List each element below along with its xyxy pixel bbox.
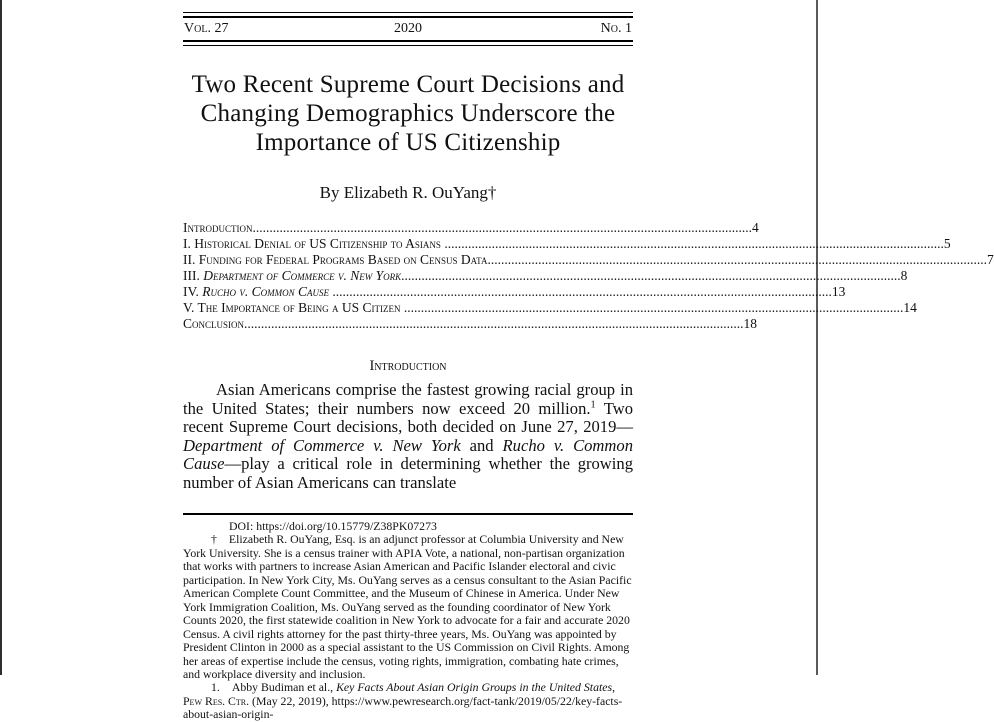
year-label: 2020 <box>394 21 422 36</box>
article-byline: By Elizabeth R. OuYang† <box>319 183 497 202</box>
toc-entry[interactable] <box>183 268 908 284</box>
page-content <box>183 0 994 722</box>
table-of-contents <box>183 220 994 332</box>
toc-entry-label: Introduction <box>183 220 253 235</box>
toc-entry[interactable] <box>183 236 951 252</box>
footnote-1-marker: 1. <box>211 680 220 695</box>
toc-page-number: 18 <box>743 316 758 331</box>
author-footnote-text: Elizabeth R. OuYang, Esq. is an adjunct professor at Columbia University and New York University. She is a census trainer with APIA Vote, a national, non-partisan organization that works with partners to increase Asian American and Pacific Islander electoral and civic participation. In New York City, Ms. OuYang serves as a census consultant to the Asian Pacific American Complete Count Committee, and the Museum of Chinese in America. Under New York Immigration Coalition, Ms. OuYang served as the founding coordinator of New York Counts 2020, the first statewide coalition in New York to advocate for a fair and accurate 2020 Census. A civil rights attorney for the past thirty-three years, Ms. OuYang was appointed by President Clinton in 2000 as a special assistant to the US Commission on Civil Rights. Among her areas of expertise include the census, voting rights, immigration, combating hate crimes, and workplace diversity and inclusion. <box>183 532 632 681</box>
toc-page-number: 13 <box>831 284 846 299</box>
toc-entry-label: V. The Importance of Being a US Citizen <box>183 300 404 315</box>
toc-entry[interactable] <box>183 252 994 268</box>
footnote-1 <box>183 681 633 721</box>
toc-page-number: 4 <box>752 220 759 235</box>
toc-dot-leader <box>401 268 901 284</box>
toc-page-number: 7 <box>986 252 994 267</box>
doi-link[interactable]: DOI: https://doi.org/10.15779/Z38PK07273 <box>229 519 437 533</box>
footnote-1-text: Abby Budiman et al., Key Facts About Asian Origin Groups in the United States, Pew Res. Ctr. (May 22, 2019), https://www.pewresearch.org/fact-tank/2019/05/22/key-facts-about-asian-origin- <box>183 680 623 722</box>
toc-dot-leader <box>244 316 744 332</box>
footnotes <box>183 520 633 722</box>
toc-dot-leader <box>253 220 753 236</box>
toc-page-number: 5 <box>943 236 951 251</box>
volume-label: Vol. 27 <box>184 21 229 36</box>
header-rule-bottom-thin <box>183 45 633 46</box>
toc-entry-label: I. Historical Denial of US Citizenship to Asians <box>183 236 445 251</box>
intro-paragraph: Asian Americans comprise the fastest growing racial group in the United States; their numbers now exceed 20 million.$^1$ Two recent Supreme Court decisions, both decided on June 27, 2019—Department of Commerce v. New York and Rucho v. Common Cause—play a critical role in determining whether the growing number of Asian Americans can translate <box>183 380 634 492</box>
toc-entry-label: IV. Rucho v. Common Cause <box>183 284 333 299</box>
toc-entry[interactable] <box>183 300 917 316</box>
header-rule-bottom-thick <box>183 40 633 42</box>
dagger-marker: † <box>211 532 217 547</box>
toc-entry[interactable] <box>183 284 846 300</box>
toc-page-number: 14 <box>903 300 917 315</box>
toc-entry[interactable] <box>183 316 758 332</box>
header-rule-top-thin <box>183 12 633 13</box>
journal-header <box>183 12 633 46</box>
section-heading-introduction: Introduction <box>369 358 447 374</box>
toc-dot-leader <box>487 252 987 268</box>
toc-dot-leader <box>332 284 832 300</box>
toc-entry-label: III. Department of Commerce v. New York <box>183 268 402 283</box>
toc-entry-label: II. Funding for Federal Programs Based on Census Data <box>183 252 488 267</box>
toc-entry-label: Conclusion <box>183 316 245 331</box>
issue-label: No. 1 <box>600 21 632 36</box>
author-footnote <box>183 533 633 681</box>
article-title: Two Recent Supreme Court Decisions and Changing Demographics Underscore the Importance of US Citizenship <box>191 71 625 156</box>
toc-entry[interactable] <box>183 220 759 236</box>
toc-dot-leader <box>404 300 904 316</box>
journal-header-row <box>183 18 633 40</box>
toc-dot-leader <box>444 236 944 252</box>
toc-page-number: 8 <box>900 268 908 283</box>
footnote-separator-rule <box>183 513 633 515</box>
